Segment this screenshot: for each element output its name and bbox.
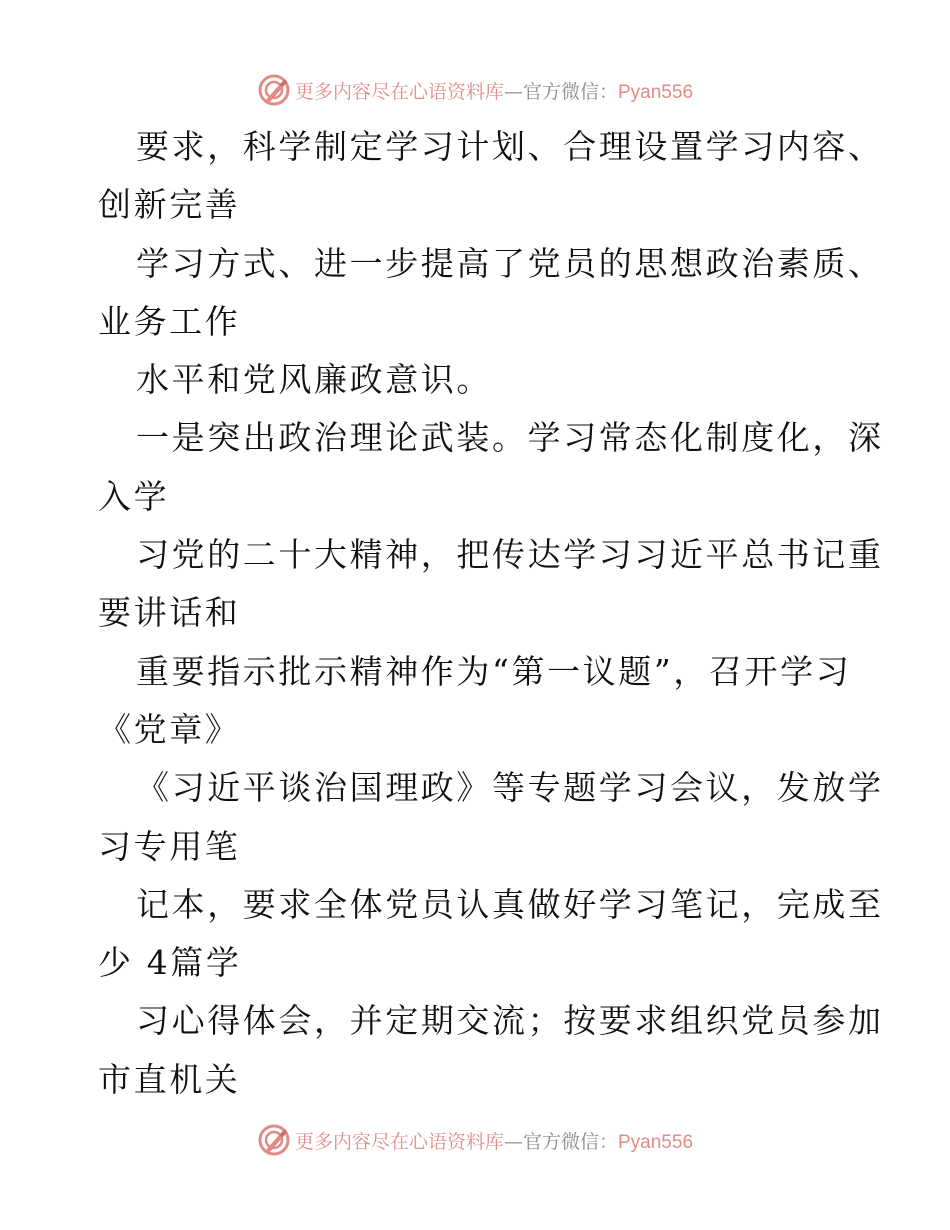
watermark-label: 官方微信：	[522, 1130, 618, 1153]
text-line: 重要指示批示精神作为“第一议题”，召开学习	[136, 651, 852, 691]
text-line: 市直机关	[98, 1059, 241, 1099]
document-body	[98, 118, 884, 1109]
watermark-id: Pyan556	[618, 81, 694, 103]
text-line: 入学	[98, 476, 170, 516]
watermark-separator: —	[503, 1130, 523, 1153]
text-line: 要求，科学制定学习计划、合理设置学习内容、	[136, 127, 884, 166]
text-line: 学习方式、进一步提高了党员的思想政治素质、	[136, 243, 884, 283]
text-line: 一是突出政治理论武装。学习常态化制度化，深	[136, 418, 884, 458]
text-line: 记本，要求全体党员认真做好学习笔记，完成至	[136, 884, 884, 924]
text-line: 《习近平谈治国理政》等专题学习会议，发放学	[136, 768, 884, 808]
watermark-label: 官方微信：	[522, 80, 618, 103]
footer-watermark	[0, 1120, 950, 1160]
watermark-main-text: 更多内容尽在心语资料库	[294, 80, 504, 103]
text-line: 创新完善	[98, 185, 241, 225]
watermark-main-text: 更多内容尽在心语资料库	[294, 1130, 504, 1153]
text-line: 要讲话和	[98, 593, 241, 633]
text-line: 少 4篇学	[98, 943, 242, 983]
header-watermark	[0, 70, 950, 110]
watermark-separator: —	[503, 80, 523, 103]
pen-logo-icon	[257, 1123, 291, 1157]
text-line: 《党章》	[98, 709, 241, 749]
text-line: 习党的二十大精神，把传达学习习近平总书记重	[136, 535, 884, 575]
pen-logo-icon	[257, 73, 291, 107]
text-line: 业务工作	[98, 301, 241, 341]
watermark-id: Pyan556	[618, 1131, 694, 1153]
text-line: 习心得体会，并定期交流；按要求组织党员参加	[136, 1001, 884, 1041]
text-line: 习专用笔	[98, 826, 241, 866]
text-line: 水平和党风廉政意识。	[136, 360, 492, 400]
